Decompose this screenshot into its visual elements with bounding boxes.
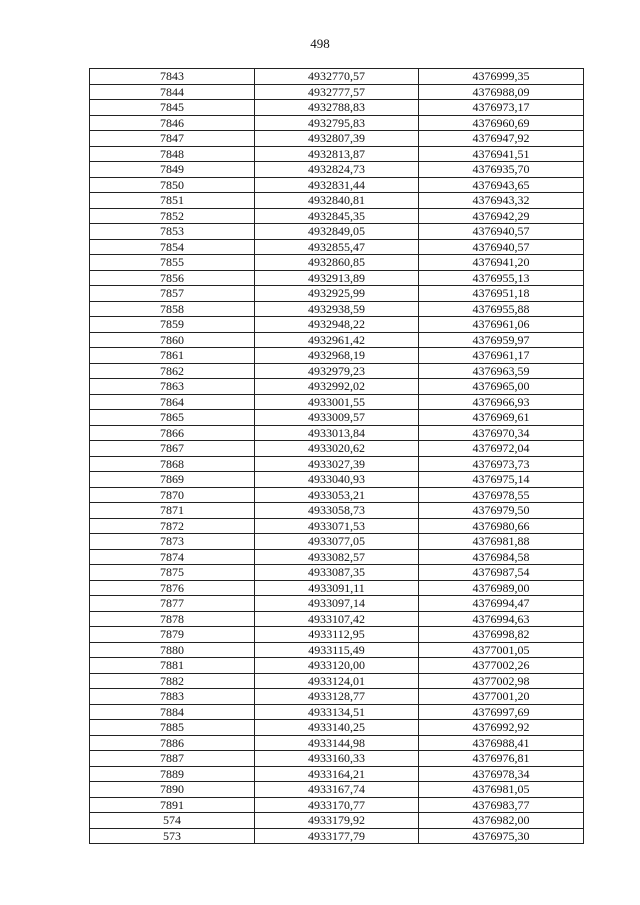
y-coordinate-cell: 4377001,20: [419, 689, 584, 705]
y-coordinate-cell: 4376975,14: [419, 472, 584, 488]
x-coordinate-cell: 4933144,98: [255, 735, 419, 751]
table-row: [90, 596, 584, 612]
x-coordinate-cell: 4932961,42: [255, 332, 419, 348]
y-coordinate-cell: 4377002,26: [419, 658, 584, 674]
point-number-cell: 7877: [90, 596, 255, 612]
y-coordinate-cell: 4376994,63: [419, 611, 584, 627]
table-row: [90, 162, 584, 178]
table-row: [90, 751, 584, 767]
table-row: [90, 704, 584, 720]
point-number-cell: 573: [90, 828, 255, 844]
table-row: [90, 658, 584, 674]
y-coordinate-cell: 4376973,73: [419, 456, 584, 472]
point-number-cell: 7891: [90, 797, 255, 813]
x-coordinate-cell: 4933087,35: [255, 565, 419, 581]
coordinates-table: [89, 68, 584, 844]
point-number-cell: 7856: [90, 270, 255, 286]
table-row: [90, 286, 584, 302]
point-number-cell: 7858: [90, 301, 255, 317]
point-number-cell: 7884: [90, 704, 255, 720]
table-row: [90, 828, 584, 844]
table-row: [90, 782, 584, 798]
x-coordinate-cell: 4932795,83: [255, 115, 419, 131]
table-row: [90, 146, 584, 162]
y-coordinate-cell: 4376988,09: [419, 84, 584, 100]
table-row: [90, 177, 584, 193]
y-coordinate-cell: 4376961,06: [419, 317, 584, 333]
point-number-cell: 7876: [90, 580, 255, 596]
point-number-cell: 7863: [90, 379, 255, 395]
y-coordinate-cell: 4376979,50: [419, 503, 584, 519]
y-coordinate-cell: 4376940,57: [419, 224, 584, 240]
y-coordinate-cell: 4376955,13: [419, 270, 584, 286]
x-coordinate-cell: 4933013,84: [255, 425, 419, 441]
y-coordinate-cell: 4376980,66: [419, 518, 584, 534]
point-number-cell: 7861: [90, 348, 255, 364]
table-row: [90, 317, 584, 333]
table-row: [90, 549, 584, 565]
point-number-cell: 7862: [90, 363, 255, 379]
y-coordinate-cell: 4376982,00: [419, 813, 584, 829]
y-coordinate-cell: 4376959,97: [419, 332, 584, 348]
point-number-cell: 7855: [90, 255, 255, 271]
point-number-cell: 7859: [90, 317, 255, 333]
x-coordinate-cell: 4933179,92: [255, 813, 419, 829]
y-coordinate-cell: 4376987,54: [419, 565, 584, 581]
x-coordinate-cell: 4933027,39: [255, 456, 419, 472]
x-coordinate-cell: 4932788,83: [255, 100, 419, 116]
y-coordinate-cell: 4376978,55: [419, 487, 584, 503]
x-coordinate-cell: 4932849,05: [255, 224, 419, 240]
table-row: [90, 410, 584, 426]
x-coordinate-cell: 4933167,74: [255, 782, 419, 798]
y-coordinate-cell: 4376981,05: [419, 782, 584, 798]
x-coordinate-cell: 4933097,14: [255, 596, 419, 612]
x-coordinate-cell: 4933009,57: [255, 410, 419, 426]
point-number-cell: 7846: [90, 115, 255, 131]
point-number-cell: 7870: [90, 487, 255, 503]
x-coordinate-cell: 4932855,47: [255, 239, 419, 255]
table-row: [90, 611, 584, 627]
y-coordinate-cell: 4376997,69: [419, 704, 584, 720]
point-number-cell: 7875: [90, 565, 255, 581]
point-number-cell: 7869: [90, 472, 255, 488]
table-row: [90, 689, 584, 705]
y-coordinate-cell: 4376975,30: [419, 828, 584, 844]
x-coordinate-cell: 4932831,44: [255, 177, 419, 193]
x-coordinate-cell: 4933082,57: [255, 549, 419, 565]
table-row: [90, 84, 584, 100]
table-row: [90, 100, 584, 116]
y-coordinate-cell: 4376970,34: [419, 425, 584, 441]
y-coordinate-cell: 4376983,77: [419, 797, 584, 813]
table-row: [90, 363, 584, 379]
point-number-cell: 7867: [90, 441, 255, 457]
table-row: [90, 735, 584, 751]
y-coordinate-cell: 4376941,20: [419, 255, 584, 271]
point-number-cell: 574: [90, 813, 255, 829]
table-row: [90, 115, 584, 131]
x-coordinate-cell: 4932840,81: [255, 193, 419, 209]
table-row: [90, 441, 584, 457]
x-coordinate-cell: 4933091,11: [255, 580, 419, 596]
table-row: [90, 301, 584, 317]
point-number-cell: 7851: [90, 193, 255, 209]
y-coordinate-cell: 4377002,98: [419, 673, 584, 689]
x-coordinate-cell: 4933128,77: [255, 689, 419, 705]
y-coordinate-cell: 4376994,47: [419, 596, 584, 612]
table-row: [90, 208, 584, 224]
point-number-cell: 7850: [90, 177, 255, 193]
x-coordinate-cell: 4933140,25: [255, 720, 419, 736]
table-row: [90, 518, 584, 534]
table-row: [90, 224, 584, 240]
table-row: [90, 394, 584, 410]
y-coordinate-cell: 4376972,04: [419, 441, 584, 457]
x-coordinate-cell: 4933112,95: [255, 627, 419, 643]
y-coordinate-cell: 4376943,65: [419, 177, 584, 193]
x-coordinate-cell: 4932770,57: [255, 69, 419, 85]
point-number-cell: 7848: [90, 146, 255, 162]
y-coordinate-cell: 4376976,81: [419, 751, 584, 767]
y-coordinate-cell: 4376940,57: [419, 239, 584, 255]
point-number-cell: 7860: [90, 332, 255, 348]
y-coordinate-cell: 4376942,29: [419, 208, 584, 224]
point-number-cell: 7847: [90, 131, 255, 147]
point-number-cell: 7874: [90, 549, 255, 565]
y-coordinate-cell: 4376935,70: [419, 162, 584, 178]
y-coordinate-cell: 4376978,34: [419, 766, 584, 782]
y-coordinate-cell: 4376973,17: [419, 100, 584, 116]
y-coordinate-cell: 4376951,18: [419, 286, 584, 302]
x-coordinate-cell: 4932807,39: [255, 131, 419, 147]
point-number-cell: 7881: [90, 658, 255, 674]
x-coordinate-cell: 4932824,73: [255, 162, 419, 178]
y-coordinate-cell: 4376943,32: [419, 193, 584, 209]
point-number-cell: 7844: [90, 84, 255, 100]
point-number-cell: 7843: [90, 69, 255, 85]
point-number-cell: 7879: [90, 627, 255, 643]
table-row: [90, 69, 584, 85]
point-number-cell: 7857: [90, 286, 255, 302]
x-coordinate-cell: 4932860,85: [255, 255, 419, 271]
x-coordinate-cell: 4932968,19: [255, 348, 419, 364]
point-number-cell: 7853: [90, 224, 255, 240]
table-row: [90, 255, 584, 271]
x-coordinate-cell: 4933120,00: [255, 658, 419, 674]
x-coordinate-cell: 4933058,73: [255, 503, 419, 519]
x-coordinate-cell: 4932948,22: [255, 317, 419, 333]
point-number-cell: 7849: [90, 162, 255, 178]
table-row: [90, 813, 584, 829]
point-number-cell: 7882: [90, 673, 255, 689]
y-coordinate-cell: 4376960,69: [419, 115, 584, 131]
y-coordinate-cell: 4376955,88: [419, 301, 584, 317]
y-coordinate-cell: 4376963,59: [419, 363, 584, 379]
table-row: [90, 766, 584, 782]
point-number-cell: 7890: [90, 782, 255, 798]
x-coordinate-cell: 4933164,21: [255, 766, 419, 782]
y-coordinate-cell: 4376961,17: [419, 348, 584, 364]
x-coordinate-cell: 4933134,51: [255, 704, 419, 720]
table-row: [90, 565, 584, 581]
y-coordinate-cell: 4376947,92: [419, 131, 584, 147]
point-number-cell: 7889: [90, 766, 255, 782]
table-row: [90, 239, 584, 255]
table-row: [90, 332, 584, 348]
x-coordinate-cell: 4932938,59: [255, 301, 419, 317]
y-coordinate-cell: 4376999,35: [419, 69, 584, 85]
table-row: [90, 720, 584, 736]
table-row: [90, 580, 584, 596]
x-coordinate-cell: 4933053,21: [255, 487, 419, 503]
table-row: [90, 503, 584, 519]
x-coordinate-cell: 4933177,79: [255, 828, 419, 844]
point-number-cell: 7885: [90, 720, 255, 736]
point-number-cell: 7873: [90, 534, 255, 550]
x-coordinate-cell: 4933020,62: [255, 441, 419, 457]
y-coordinate-cell: 4376941,51: [419, 146, 584, 162]
table-row: [90, 673, 584, 689]
y-coordinate-cell: 4377001,05: [419, 642, 584, 658]
table-row: [90, 797, 584, 813]
x-coordinate-cell: 4933077,05: [255, 534, 419, 550]
point-number-cell: 7883: [90, 689, 255, 705]
table-row: [90, 534, 584, 550]
point-number-cell: 7880: [90, 642, 255, 658]
x-coordinate-cell: 4932979,23: [255, 363, 419, 379]
x-coordinate-cell: 4932845,35: [255, 208, 419, 224]
point-number-cell: 7852: [90, 208, 255, 224]
x-coordinate-cell: 4933170,77: [255, 797, 419, 813]
y-coordinate-cell: 4376969,61: [419, 410, 584, 426]
point-number-cell: 7845: [90, 100, 255, 116]
x-coordinate-cell: 4933107,42: [255, 611, 419, 627]
point-number-cell: 7865: [90, 410, 255, 426]
table-row: [90, 456, 584, 472]
point-number-cell: 7886: [90, 735, 255, 751]
x-coordinate-cell: 4933071,53: [255, 518, 419, 534]
x-coordinate-cell: 4933124,01: [255, 673, 419, 689]
point-number-cell: 7864: [90, 394, 255, 410]
table-row: [90, 487, 584, 503]
y-coordinate-cell: 4376988,41: [419, 735, 584, 751]
x-coordinate-cell: 4932777,57: [255, 84, 419, 100]
x-coordinate-cell: 4933040,93: [255, 472, 419, 488]
point-number-cell: 7868: [90, 456, 255, 472]
point-number-cell: 7871: [90, 503, 255, 519]
x-coordinate-cell: 4932992,02: [255, 379, 419, 395]
point-number-cell: 7872: [90, 518, 255, 534]
x-coordinate-cell: 4933001,55: [255, 394, 419, 410]
y-coordinate-cell: 4376981,88: [419, 534, 584, 550]
point-number-cell: 7887: [90, 751, 255, 767]
x-coordinate-cell: 4932813,87: [255, 146, 419, 162]
x-coordinate-cell: 4933115,49: [255, 642, 419, 658]
table-row: [90, 425, 584, 441]
table-body: [90, 69, 584, 844]
page-number: 498: [310, 36, 330, 51]
y-coordinate-cell: 4376989,00: [419, 580, 584, 596]
table-row: [90, 472, 584, 488]
y-coordinate-cell: 4376992,92: [419, 720, 584, 736]
x-coordinate-cell: 4932913,89: [255, 270, 419, 286]
point-number-cell: 7854: [90, 239, 255, 255]
y-coordinate-cell: 4376965,00: [419, 379, 584, 395]
table-row: [90, 642, 584, 658]
table-row: [90, 193, 584, 209]
table-row: [90, 348, 584, 364]
table-row: [90, 379, 584, 395]
table-row: [90, 131, 584, 147]
table-row: [90, 627, 584, 643]
y-coordinate-cell: 4376984,58: [419, 549, 584, 565]
point-number-cell: 7878: [90, 611, 255, 627]
table-row: [90, 270, 584, 286]
point-number-cell: 7866: [90, 425, 255, 441]
y-coordinate-cell: 4376998,82: [419, 627, 584, 643]
y-coordinate-cell: 4376966,93: [419, 394, 584, 410]
x-coordinate-cell: 4933160,33: [255, 751, 419, 767]
x-coordinate-cell: 4932925,99: [255, 286, 419, 302]
